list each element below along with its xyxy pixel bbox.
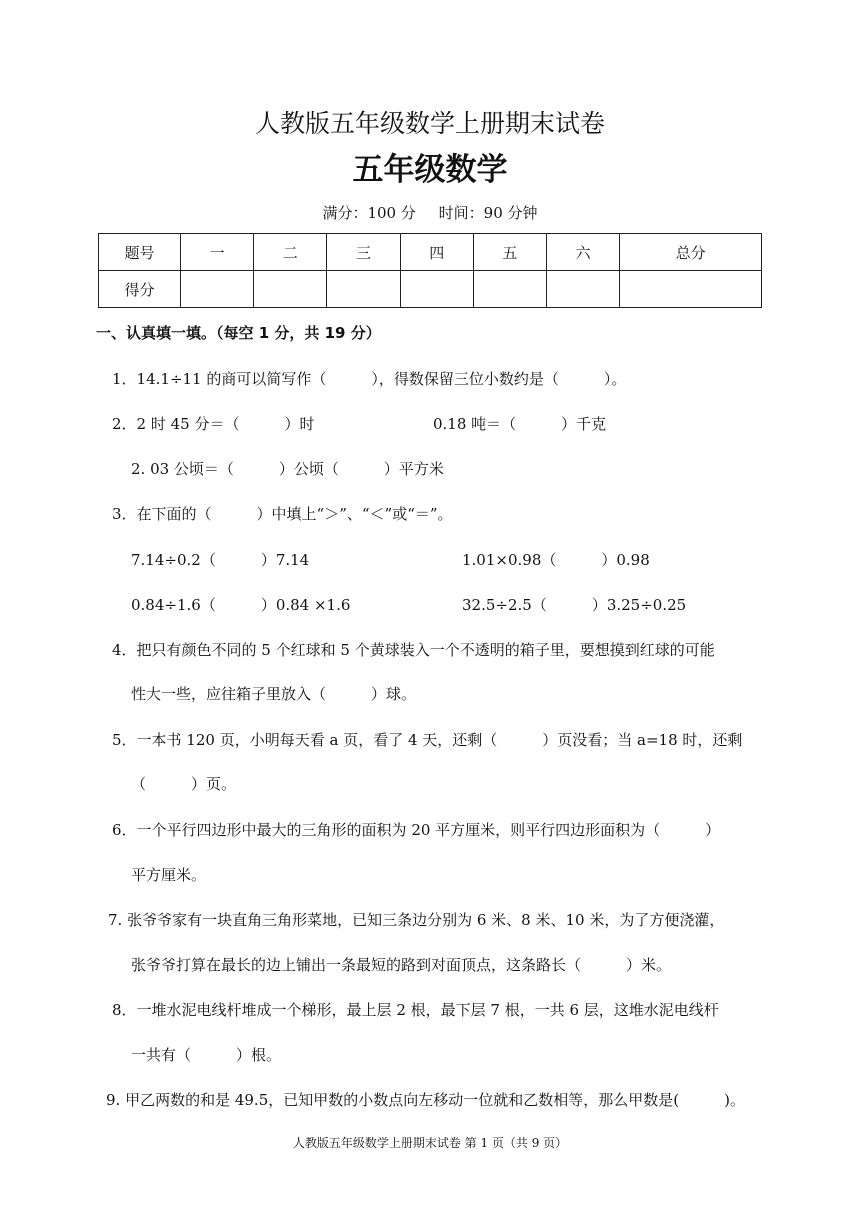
score-label-cell: 得分 — [99, 271, 181, 308]
score-table — [98, 233, 762, 308]
question-6-line-1: 6．一个平行四边形中最大的三角形的面积为 20 平方厘米，则平行四边形面积为（ ） — [112, 821, 721, 839]
question-3a: 7.14÷0.2（ ）7.14 — [131, 551, 310, 569]
score-table-score-row — [99, 271, 762, 308]
question-3: 3．在下面的（ ）中填上“＞”、“＜”或“＝”。 — [112, 505, 453, 523]
header-cell: 二 — [254, 234, 327, 271]
question-2c: 2. 03 公顷＝（ ）公顷（ ）平方米 — [131, 460, 444, 478]
header-cell: 总分 — [620, 234, 762, 271]
exam-subtitle: 五年级数学 — [352, 152, 508, 188]
question-4-line-1: 4．把只有颜色不同的 5 个红球和 5 个黄球装入一个不透明的箱子里，要想摸到红球的可能 — [112, 641, 715, 659]
score-cell[interactable] — [620, 271, 762, 308]
question-3b: 1.01×0.98（ ）0.98 — [462, 551, 650, 569]
exam-title: 人教版五年级数学上册期末试卷 — [254, 109, 605, 138]
question-7-line-1: 7. 张爷爷家有一块直角三角形菜地，已知三条边分别为 6 米、8 米、10 米，为了方便浇灌， — [108, 911, 725, 929]
question-3d: 32.5÷2.5（ ）3.25÷0.25 — [462, 596, 687, 614]
question-2b: 0.18 吨＝（ ）千克 — [433, 415, 607, 433]
question-5-line-2: （ ）页。 — [131, 775, 237, 793]
score-cell[interactable] — [181, 271, 254, 308]
header-cell: 六 — [547, 234, 620, 271]
score-cell[interactable] — [254, 271, 327, 308]
exam-info — [0, 202, 860, 223]
header-cell: 三 — [327, 234, 400, 271]
header-cell: 五 — [473, 234, 546, 271]
header-cell: 四 — [400, 234, 473, 271]
section-1-title: 一、认真填一填。（每空 1 分，共 19 分） — [96, 324, 381, 342]
question-7-line-2: 张爷爷打算在最长的边上铺出一条最短的路到对面顶点，这条路长（ ）米。 — [131, 956, 672, 974]
page-footer: 人教版五年级数学上册期末试卷 第 1 页（共 9 页） — [292, 1136, 568, 1150]
question-9: 9. 甲乙两数的和是 49.5，已知甲数的小数点向左移动一位就和乙数相等，那么甲数是( )。 — [106, 1091, 745, 1109]
header-cell: 一 — [181, 234, 254, 271]
question-4-line-2: 性大一些，应往箱子里放入（ ）球。 — [131, 685, 417, 703]
question-8-line-1: 8．一堆水泥电线杆堆成一个梯形，最上层 2 根，最下层 7 根，一共 6 层，这堆水泥电线杆 — [112, 1001, 719, 1019]
score-cell[interactable] — [547, 271, 620, 308]
question-6-line-2: 平方厘米。 — [131, 866, 207, 884]
score-cell[interactable] — [400, 271, 473, 308]
question-1: 1．14.1÷11 的商可以简写作（ ），得数保留三位小数约是（ ）。 — [112, 370, 627, 388]
question-5-line-1: 5．一本书 120 页，小明每天看 a 页，看了 4 天，还剩（ ）页没看；当 a=18 时，还剩 — [112, 731, 743, 749]
question-3c: 0.84÷1.6（ ）0.84 ×1.6 — [131, 596, 351, 614]
score-cell[interactable] — [327, 271, 400, 308]
question-2a: 2．2 时 45 分＝（ ）时 — [112, 415, 315, 433]
full-score: 满分：100 分 — [322, 204, 416, 222]
header-cell: 题号 — [99, 234, 181, 271]
exam-time: 时间：90 分钟 — [438, 204, 538, 222]
question-8-line-2: 一共有（ ）根。 — [131, 1046, 282, 1064]
score-table-header-row — [99, 234, 762, 271]
score-cell[interactable] — [473, 271, 546, 308]
